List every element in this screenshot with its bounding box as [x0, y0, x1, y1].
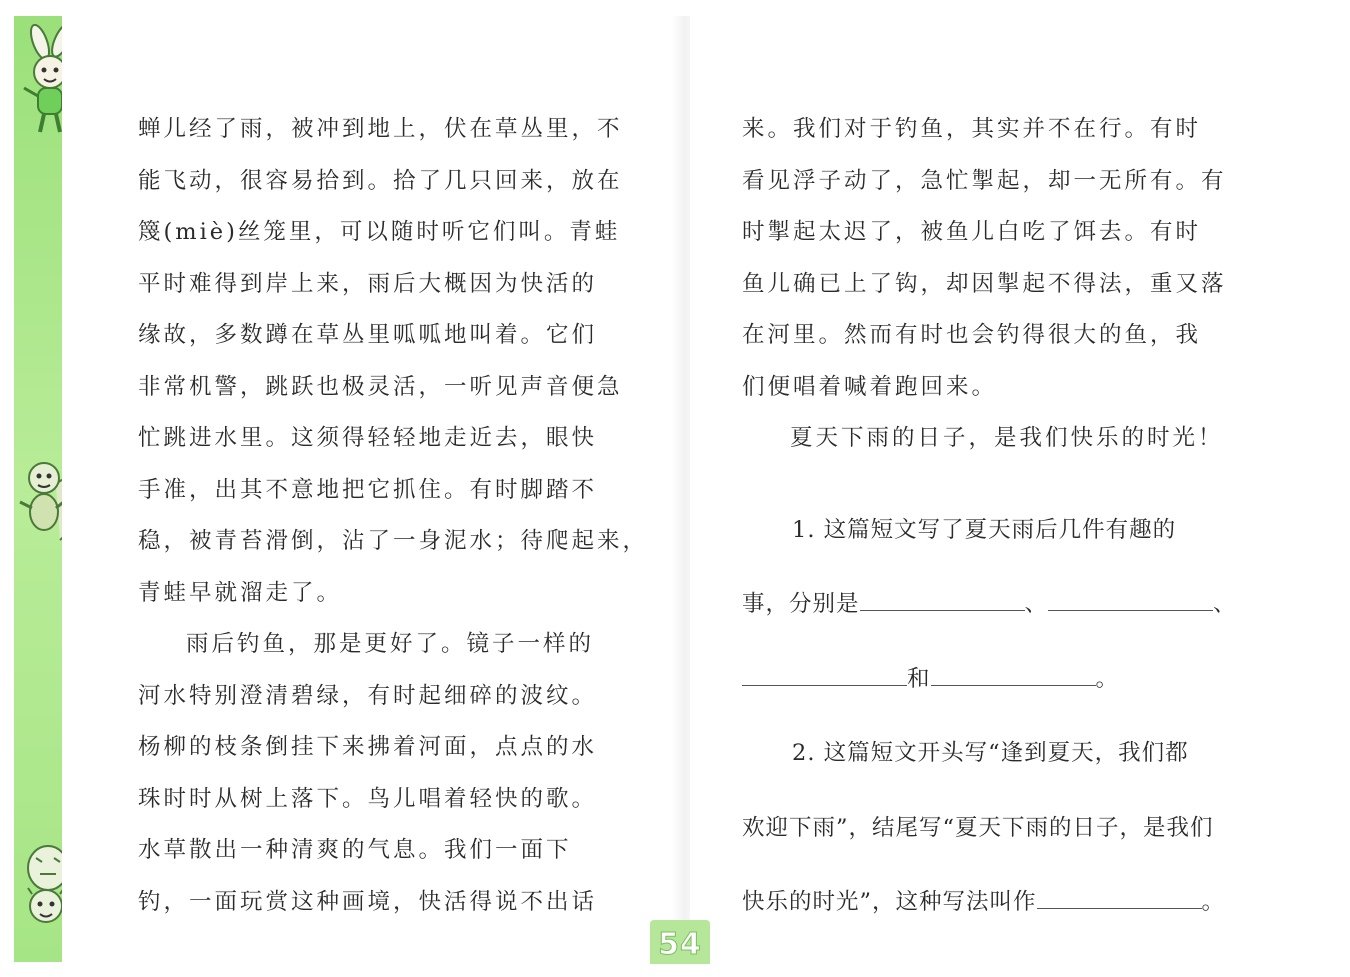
page-number: 54 [650, 920, 710, 964]
text-line: 平时难得到岸上来，雨后大概因为快活的 [138, 270, 598, 297]
question-2-line-2: 欢迎下雨”，结尾写“夏天下雨的日子，是我们 [742, 814, 1214, 841]
answer-blank-2[interactable] [1048, 586, 1213, 611]
question-2-line-3 [742, 865, 1228, 940]
separator-comma: 、 [1213, 591, 1237, 617]
answer-blank-4[interactable] [931, 661, 1096, 686]
section-spacer [742, 465, 1228, 493]
text-line: 水草散出一种清爽的气息。我们一面下 [138, 837, 572, 863]
text-line: 缘故，多数蹲在草丛里呱呱地叫着。它们 [138, 322, 598, 348]
text-line: 忙跳进水里。这须得轻轻地走近去，眼快 [138, 425, 598, 451]
question-1-line-3 [742, 642, 1228, 717]
text-line: 钓，一面玩赏这种画境，快活得说不出话 [138, 888, 598, 915]
text-line: 来。我们对于钓鱼，其实并不在行。有时 [742, 116, 1202, 142]
text-line: 篾(miè)丝笼里，可以随时听它们叫。青蛙 [138, 219, 621, 245]
text-line: 时掣起太迟了，被鱼儿白吃了饵去。有时 [742, 219, 1202, 245]
left-text-column [138, 104, 649, 928]
question-1-line-2 [742, 567, 1237, 642]
text-line: 看见浮子动了，急忙掣起，却一无所有。有 [742, 167, 1227, 194]
question-2-line-1: 2. 这篇短文开头写“逢到夏天，我们都 [792, 740, 1189, 766]
paragraph-start-line: 雨后钓鱼，那是更好了。镜子一样的 [186, 631, 595, 657]
text-line: 能飞动，很容易拾到。拾了几只回来，放在 [138, 167, 623, 194]
answer-blank-3[interactable] [742, 661, 907, 686]
question-1-line-1: 1. 这篇短文写了夏天雨后几件有趣的 [792, 516, 1177, 543]
text-line: 鱼儿确已上了钩，却因掣起不得法，重又落 [742, 270, 1227, 297]
text-line: 手准，出其不意地把它抓住。有时脚踏不 [138, 476, 598, 503]
text-line: 珠时时从树上落下。鸟儿唱着轻快的歌。 [138, 785, 598, 812]
right-text-column [742, 104, 1237, 940]
text-line: 青蛙早就溜走了。 [138, 579, 343, 606]
conjunction-and: 和 [907, 665, 931, 692]
text-line: 杨柳的枝条倒挂下来拂着河面，点点的水 [138, 734, 598, 760]
answer-blank-1[interactable] [860, 586, 1025, 611]
text-line: 在河里。然而有时也会钓得很大的鱼，我 [742, 322, 1202, 348]
text-line: 蝉儿经了雨，被冲到地上，伏在草丛里，不 [138, 116, 623, 142]
question-2-prefix: 快乐的时光”，这种写法叫作 [742, 889, 1037, 915]
text-line: 非常机警，跳跃也极灵活，一听见声音便急 [138, 373, 623, 400]
answer-blank-5[interactable] [1037, 884, 1202, 909]
period: 。 [1201, 889, 1226, 915]
separator-comma: 、 [1024, 591, 1049, 617]
text-line: 们便唱着喊着跑回来。 [742, 373, 998, 400]
closing-sentence: 夏天下雨的日子，是我们快乐的时光！ [790, 425, 1224, 451]
text-line: 河水特别澄清碧绿，有时起细碎的波纹。 [138, 682, 598, 709]
question-1-prefix: 事，分别是 [742, 591, 860, 617]
text-line: 稳，被青苔滑倒，沾了一身泥水；待爬起来， [138, 528, 649, 554]
period: 。 [1095, 665, 1120, 692]
